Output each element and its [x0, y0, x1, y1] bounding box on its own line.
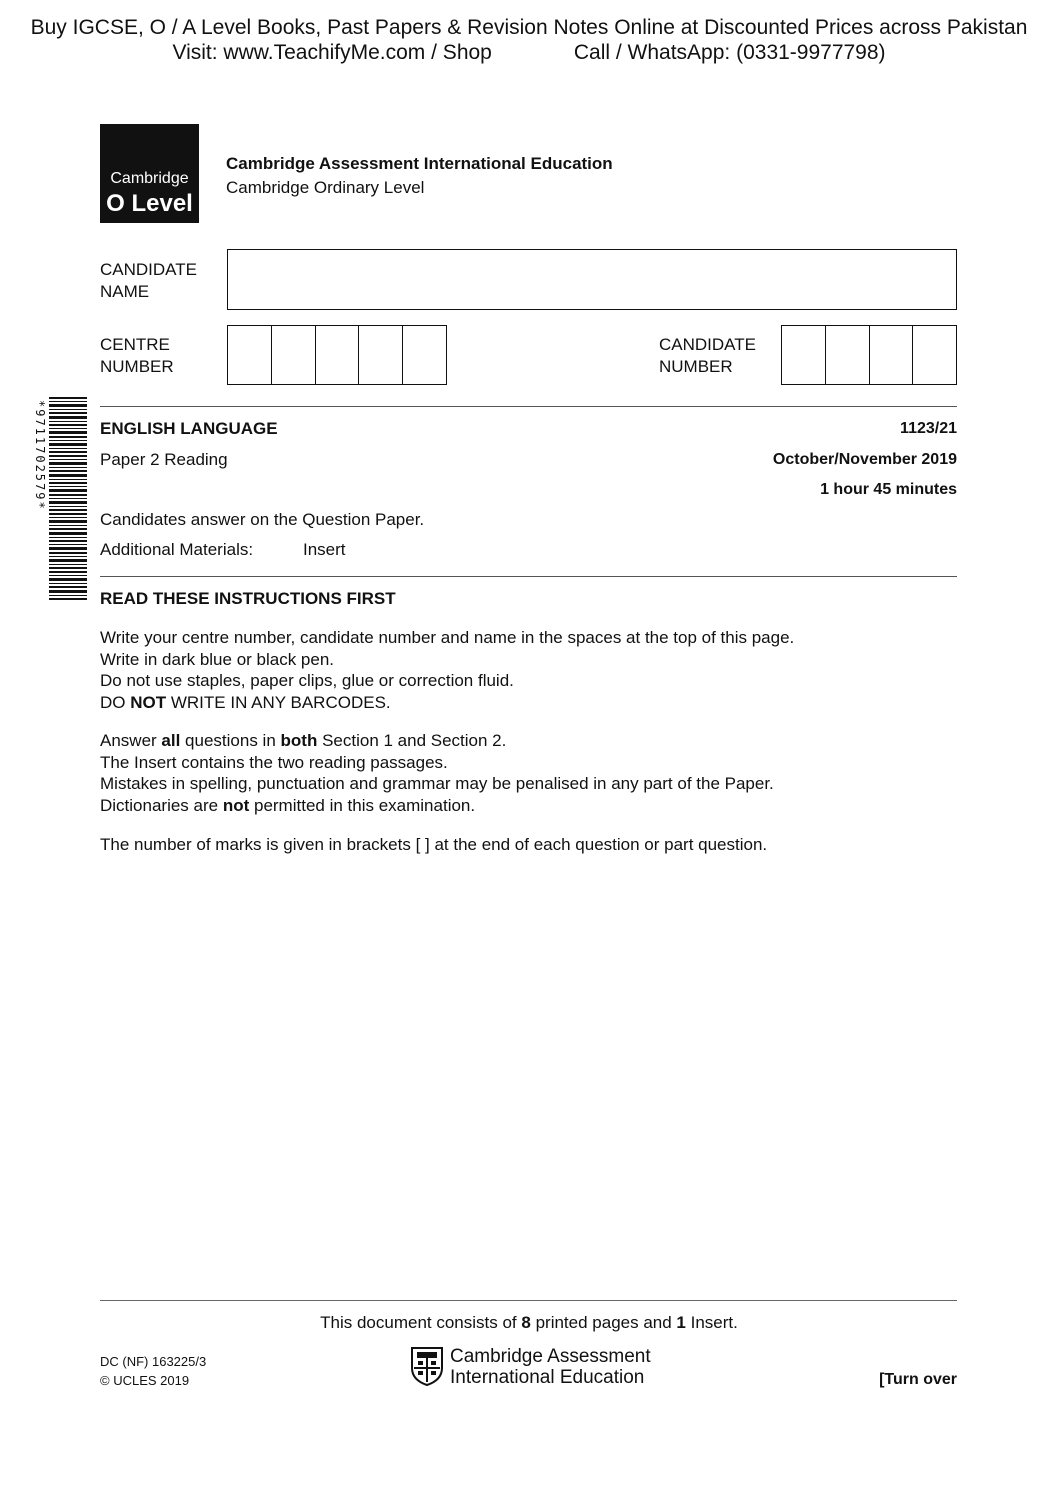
footer-org-line1: Cambridge Assessment: [450, 1346, 651, 1367]
text-span: Answer: [100, 731, 162, 750]
instructions-heading: READ THESE INSTRUCTIONS FIRST: [100, 589, 396, 608]
paper-title: Paper 2 Reading: [100, 450, 228, 469]
barcode-digits: *9711702579*: [33, 400, 47, 511]
candidate-number-digit-box[interactable]: [870, 326, 914, 384]
exam-duration: 1 hour 45 minutes: [820, 481, 957, 498]
candidate-name-field[interactable]: [227, 249, 957, 310]
candidate-number-label: [659, 334, 756, 378]
centre-number-label-l2: NUMBER: [100, 357, 174, 376]
text-span-bold: 1: [676, 1313, 686, 1332]
instructions-block1: [100, 627, 794, 713]
divider: [100, 576, 957, 577]
text-span: questions in: [180, 731, 281, 750]
text-span: Insert.: [685, 1313, 738, 1332]
document-code: DC (NF) 163225/3: [100, 1354, 207, 1369]
crest-icon: [410, 1346, 444, 1386]
centre-number-digit-box[interactable]: [403, 326, 446, 384]
centre-number-digit-box[interactable]: [359, 326, 403, 384]
footer-org-line2: International Education: [450, 1367, 645, 1388]
instruction-line: Mistakes in spelling, punctuation and grammar may be penalised in any part of the Paper.: [100, 774, 774, 793]
candidate-name-label: [100, 259, 197, 303]
candidate-number-digit-box[interactable]: [782, 326, 826, 384]
text-span: printed pages and: [530, 1313, 677, 1332]
candidate-name-label-l1: CANDIDATE: [100, 260, 197, 279]
centre-number-label: [100, 334, 174, 378]
text-span: Section 1 and Section 2.: [317, 731, 507, 750]
promo-banner-line2: [0, 41, 1058, 65]
instruction-line: Do not use staples, paper clips, glue or correction fluid.: [100, 671, 514, 690]
instruction-line-barcodes: [100, 692, 794, 714]
instruction-line: The Insert contains the two reading passages.: [100, 752, 448, 772]
promo-website: Visit: www.TeachifyMe.com / Shop: [172, 41, 492, 64]
promo-banner-line1: Buy IGCSE, O / A Level Books, Past Papers & Revision Notes Online at Discounted Prices across Pakistan: [30, 16, 1028, 39]
cambridge-o-level-logo: [100, 124, 199, 223]
text-span: Dictionaries are: [100, 795, 223, 815]
logo-line1: Cambridge: [110, 170, 189, 187]
candidate-name-label-l2: NAME: [100, 282, 150, 301]
text-span: WRITE IN ANY BARCODES.: [166, 692, 391, 712]
copyright: © UCLES 2019: [100, 1373, 190, 1388]
promo-phone: Call / WhatsApp: (0331-9977798): [573, 41, 886, 64]
subject-title: ENGLISH LANGUAGE: [100, 419, 278, 438]
divider: [100, 406, 957, 407]
centre-number-boxes: [227, 325, 447, 385]
candidate-number-boxes: [781, 325, 957, 385]
candidate-number-label-l1: CANDIDATE: [659, 335, 756, 354]
additional-materials-value: Insert: [303, 540, 346, 559]
text-span-bold: both: [280, 731, 318, 750]
additional-materials-label: Additional Materials:: [100, 540, 254, 559]
turn-over: [Turn over: [879, 1371, 957, 1388]
text-span-bold: all: [161, 731, 181, 750]
qualification-level: Cambridge Ordinary Level: [226, 178, 425, 197]
exam-session: October/November 2019: [772, 451, 957, 468]
logo-line2: O Level: [106, 190, 193, 217]
candidate-number-label-l2: NUMBER: [659, 357, 733, 376]
centre-number-digit-box[interactable]: [316, 326, 360, 384]
instructions-block3: [100, 834, 767, 856]
centre-number-digit-box[interactable]: [228, 326, 272, 384]
paper-code: 1123/21: [900, 420, 957, 437]
candidate-number-digit-box[interactable]: [913, 326, 956, 384]
answer-on-text: Candidates answer on the Question Paper.: [100, 510, 425, 529]
text-span: This document consists of: [320, 1313, 522, 1332]
text-span: permitted in this examination.: [249, 795, 476, 815]
text-span-bold: 8: [521, 1313, 531, 1332]
footer-divider: [100, 1300, 957, 1301]
instruction-line: The number of marks is given in brackets [ ] at the end of each question or part question.: [100, 835, 768, 854]
text-span-bold: NOT: [130, 692, 167, 712]
candidate-number-digit-box[interactable]: [826, 326, 870, 384]
document-consists-text: [0, 1313, 1058, 1333]
org-name: Cambridge Assessment International Education: [226, 154, 613, 173]
text-span: DO: [100, 692, 131, 712]
instruction-line-dictionaries: [100, 795, 774, 817]
centre-number-digit-box[interactable]: [272, 326, 316, 384]
instruction-line: Write your centre number, candidate number and name in the spaces at the top of this page.: [100, 628, 795, 647]
text-span-bold: not: [222, 795, 250, 815]
instructions-block2: [100, 730, 774, 816]
centre-number-label-l1: CENTRE: [100, 335, 170, 354]
instruction-line: Write in dark blue or black pen.: [100, 649, 335, 669]
instruction-line-answer: [100, 730, 774, 752]
